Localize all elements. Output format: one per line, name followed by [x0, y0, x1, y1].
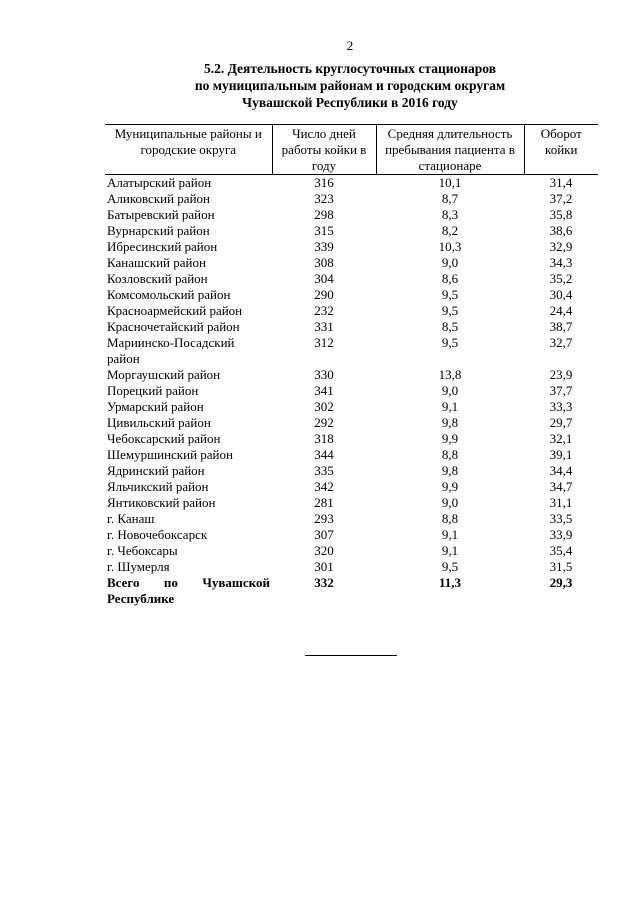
row-name: Аликовский район [107, 191, 210, 206]
row-bed-turnover: 33,5 [549, 511, 573, 526]
row-avg-stay: 8,5 [441, 319, 459, 334]
row-bed-days: 342 [314, 479, 334, 494]
row-avg-stay: 13,8 [438, 367, 462, 382]
row-bed-turnover: 35,2 [549, 271, 573, 286]
row-bed-turnover: 29,7 [549, 415, 573, 430]
row-name: Алатырский район [107, 175, 212, 190]
row-bed-days: 290 [314, 287, 334, 302]
row-avg-stay: 8,2 [441, 223, 459, 238]
row-bed-turnover: 34,3 [549, 255, 573, 270]
table-row [105, 447, 598, 463]
row-name: Красноармейский район [107, 303, 243, 318]
row-name: Комсомольский район [107, 287, 231, 302]
table-row [105, 223, 598, 239]
header-avg-stay: Средняя длительность пребывания пациента в стационаре [376, 125, 524, 175]
table-row [105, 319, 598, 335]
row-avg-stay: 9,1 [441, 399, 459, 414]
table-row [105, 399, 598, 415]
table-row [105, 367, 598, 383]
row-avg-stay: 8,3 [441, 207, 459, 222]
row-bed-turnover: 37,2 [549, 191, 573, 206]
row-bed-turnover: 32,7 [549, 335, 573, 350]
row-bed-days: 304 [314, 271, 334, 286]
row-bed-days: 315 [314, 223, 334, 238]
page-number: 2 [346, 38, 354, 53]
row-avg-stay: 10,1 [438, 175, 462, 190]
row-bed-days: 330 [314, 367, 334, 382]
row-avg-stay: 9,1 [441, 543, 459, 558]
row-name: Красночетайский район [107, 319, 240, 334]
row-bed-turnover: 34,7 [549, 479, 573, 494]
row-avg-stay: 9,0 [441, 255, 459, 270]
row-avg-stay: 9,5 [441, 559, 459, 574]
table-header-row [105, 125, 598, 175]
header-municipality: Муниципальные районы и городские округа [105, 125, 272, 175]
row-bed-turnover: 35,4 [549, 543, 573, 558]
row-bed-turnover: 31,5 [549, 559, 573, 574]
total-word-2: по [163, 575, 178, 590]
row-name: Урмарский район [107, 399, 204, 414]
row-bed-days: 308 [314, 255, 334, 270]
table-row [105, 207, 598, 223]
row-bed-days: 292 [314, 415, 334, 430]
row-bed-turnover: 30,4 [549, 287, 573, 302]
row-bed-days: 323 [314, 191, 334, 206]
row-avg-stay: 9,8 [441, 463, 459, 478]
row-name: Ядринский район [107, 463, 205, 478]
table-row [105, 335, 598, 367]
table-row [105, 495, 598, 511]
table-row [105, 543, 598, 559]
table-row [105, 303, 598, 319]
table-row [105, 255, 598, 271]
total-row [105, 575, 598, 607]
total-avg-stay: 11,3 [438, 575, 462, 590]
total-name-line-1 [107, 575, 270, 591]
row-bed-days: 312 [314, 335, 334, 350]
row-avg-stay: 9,5 [441, 287, 459, 302]
table-row [105, 463, 598, 479]
row-bed-days: 301 [314, 559, 334, 574]
total-name-cell [105, 575, 272, 607]
row-name: г. Новочебоксарск [107, 527, 208, 542]
row-avg-stay: 9,0 [441, 383, 459, 398]
table-row [105, 559, 598, 575]
row-avg-stay: 9,5 [441, 303, 459, 318]
row-bed-turnover: 39,1 [549, 447, 573, 462]
row-bed-turnover: 23,9 [549, 367, 573, 382]
row-bed-turnover: 33,3 [549, 399, 573, 414]
row-bed-days: 331 [314, 319, 334, 334]
table-body [105, 175, 598, 608]
header-bed-turnover: Оборот койки [524, 125, 598, 175]
total-days: 332 [314, 575, 334, 590]
row-bed-days: 307 [314, 527, 334, 542]
row-name: Цивильский район [107, 415, 211, 430]
row-avg-stay: 9,9 [441, 479, 459, 494]
row-avg-stay: 9,9 [441, 431, 459, 446]
row-name: Козловский район [107, 271, 208, 286]
title-line-3: Чувашской Республики в 2016 году [242, 95, 458, 110]
total-word-1: Всего [107, 575, 140, 590]
row-name: г. Шумерля [107, 559, 170, 574]
table-row [105, 287, 598, 303]
row-bed-days: 320 [314, 543, 334, 558]
table-title [105, 60, 595, 111]
row-avg-stay: 8,7 [441, 191, 459, 206]
table-row [105, 479, 598, 495]
table-row [105, 431, 598, 447]
row-bed-days: 281 [314, 495, 334, 510]
total-turnover: 29,3 [549, 575, 573, 590]
row-name: Шемуршинский район [107, 447, 233, 462]
title-line-1: 5.2. Деятельность круглосуточных стационаров [203, 61, 497, 76]
header-bed-days: Число дней работы койки в году [272, 125, 376, 175]
table-row [105, 383, 598, 399]
table-row [105, 239, 598, 255]
row-bed-days: 293 [314, 511, 334, 526]
row-bed-turnover: 34,4 [549, 463, 573, 478]
row-avg-stay: 9,5 [441, 335, 459, 350]
row-avg-stay: 8,6 [441, 271, 459, 286]
row-bed-turnover: 24,4 [549, 303, 573, 318]
row-name: г. Чебоксары [107, 543, 178, 558]
row-avg-stay: 9,0 [441, 495, 459, 510]
row-bed-days: 232 [314, 303, 334, 318]
row-bed-days: 339 [314, 239, 334, 254]
row-name: Янтиковский район [107, 495, 216, 510]
row-bed-days: 316 [314, 175, 334, 190]
row-name: Чебоксарский район [107, 431, 221, 446]
row-bed-turnover: 32,9 [549, 239, 573, 254]
row-name: Моргаушский район [107, 367, 221, 382]
table-row [105, 191, 598, 207]
row-name: г. Канаш [107, 511, 155, 526]
row-bed-turnover: 31,1 [549, 495, 573, 510]
row-avg-stay: 10,3 [438, 239, 462, 254]
row-bed-days: 318 [314, 431, 334, 446]
table-row [105, 271, 598, 287]
table-row [105, 511, 598, 527]
table-row [105, 175, 598, 192]
row-name: Вурнарский район [107, 223, 210, 238]
table-row [105, 527, 598, 543]
row-name: Канашский район [107, 255, 206, 270]
row-bed-turnover: 38,6 [549, 223, 573, 238]
row-avg-stay: 8,8 [441, 511, 459, 526]
row-bed-days: 335 [314, 463, 334, 478]
row-bed-days: 298 [314, 207, 334, 222]
row-bed-days: 341 [314, 383, 334, 398]
row-name: Порецкий район [107, 383, 199, 398]
row-avg-stay: 9,1 [441, 527, 459, 542]
row-bed-turnover: 31,4 [549, 175, 573, 190]
title-line-2: по муниципальным районам и городским округам [194, 78, 506, 93]
row-bed-turnover: 38,7 [549, 319, 573, 334]
row-name: Мариинско-Посадский район [107, 335, 235, 366]
row-avg-stay: 9,8 [441, 415, 459, 430]
hospital-stats-table [105, 124, 598, 607]
row-bed-turnover: 32,1 [549, 431, 573, 446]
row-bed-days: 344 [314, 447, 334, 462]
row-bed-days: 302 [314, 399, 334, 414]
footer-rule [305, 655, 397, 656]
row-name: Ибресинский район [107, 239, 218, 254]
row-name: Яльчикский район [107, 479, 209, 494]
row-name: Батыревский район [107, 207, 215, 222]
row-bed-turnover: 33,9 [549, 527, 573, 542]
total-word-3: Чувашской [202, 575, 270, 590]
row-bed-turnover: 37,7 [549, 383, 573, 398]
table-row [105, 415, 598, 431]
row-bed-turnover: 35,8 [549, 207, 573, 222]
total-name-line-2: Республике [107, 591, 175, 606]
row-avg-stay: 8,8 [441, 447, 459, 462]
